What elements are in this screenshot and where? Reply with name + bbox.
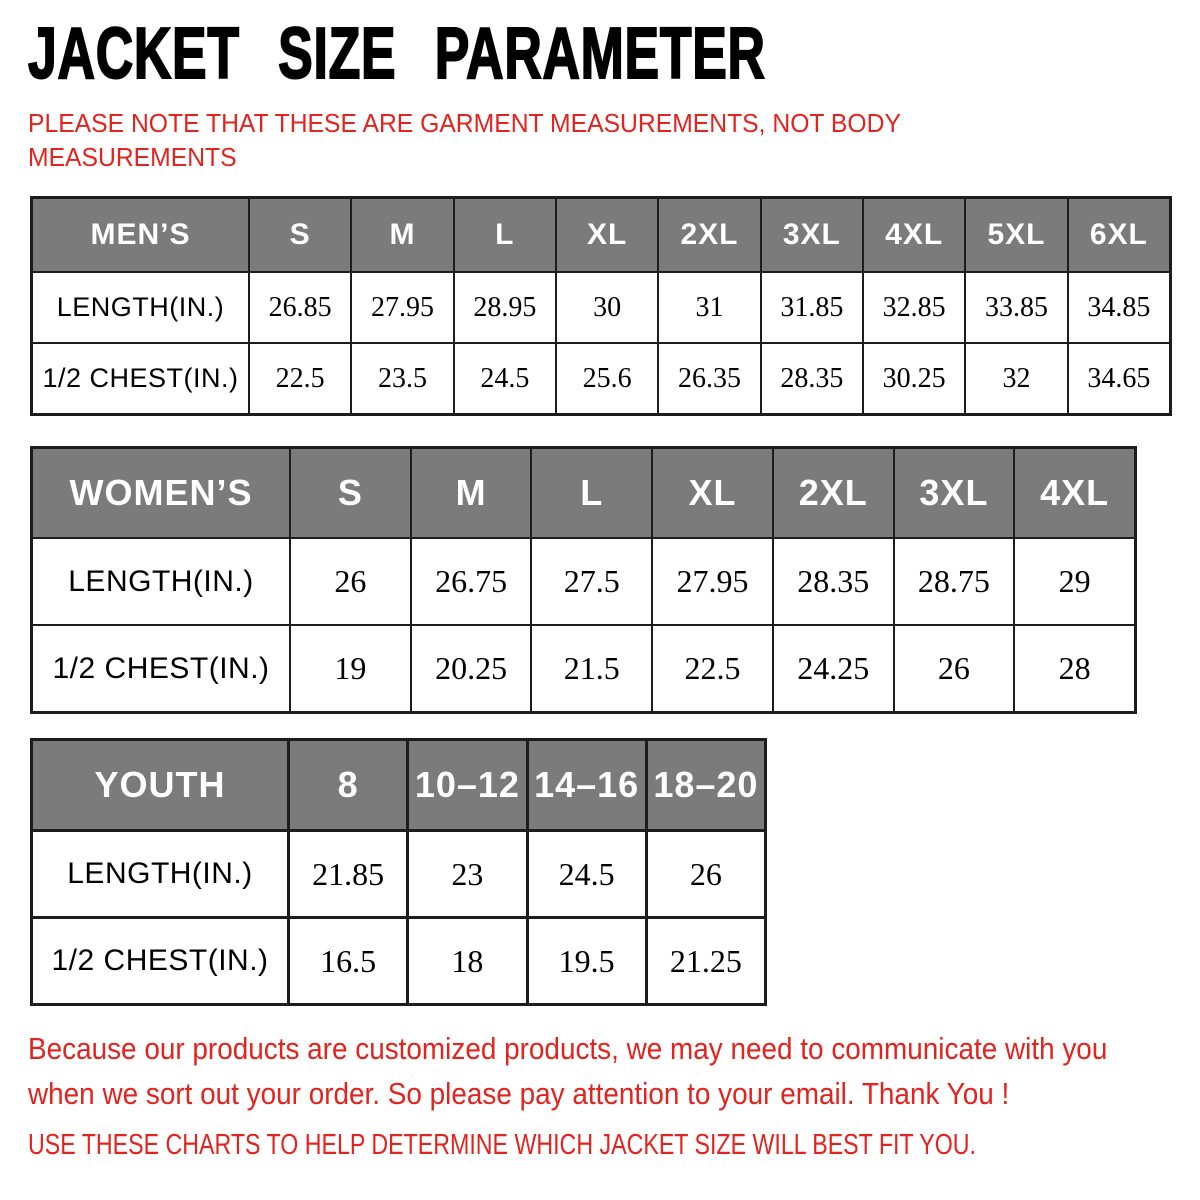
header-cell: 14–16 bbox=[526, 741, 645, 829]
value-cell: 26 bbox=[645, 829, 764, 916]
value-cell: 25.6 bbox=[555, 342, 657, 413]
value-cell: 30 bbox=[555, 271, 657, 342]
value-cell: 28.35 bbox=[772, 537, 893, 624]
header-cell: 2XL bbox=[772, 449, 893, 537]
header-cell: L bbox=[530, 449, 651, 537]
value-cell: 34.85 bbox=[1067, 271, 1169, 342]
value-cell: 22.5 bbox=[248, 342, 350, 413]
header-cell: 18–20 bbox=[645, 741, 764, 829]
customization-notice-line-1: Because our products are customized products, we may need to communicate with you bbox=[28, 1031, 1108, 1066]
header-cell: M bbox=[350, 199, 452, 271]
header-cell: 4XL bbox=[1013, 449, 1134, 537]
value-cell: 33.85 bbox=[964, 271, 1066, 342]
value-cell: 24.5 bbox=[526, 829, 645, 916]
value-cell: 21.25 bbox=[645, 916, 764, 1003]
row-label-cell: 1/2 CHEST(IN.) bbox=[33, 342, 248, 413]
header-cell: XL bbox=[555, 199, 657, 271]
youth-size-table bbox=[30, 738, 767, 1006]
value-cell: 26.85 bbox=[248, 271, 350, 342]
value-cell: 34.65 bbox=[1067, 342, 1169, 413]
value-cell: 22.5 bbox=[651, 624, 772, 711]
value-cell: 26 bbox=[289, 537, 410, 624]
page-title: JACKET SIZE PARAMETER bbox=[28, 14, 766, 94]
row-label-cell: 1/2 CHEST(IN.) bbox=[33, 624, 289, 711]
note-line-2: MEASUREMENTS bbox=[28, 142, 237, 172]
header-cell: M bbox=[410, 449, 531, 537]
womens-size-table bbox=[30, 446, 1137, 714]
header-cell: S bbox=[248, 199, 350, 271]
header-cell: 5XL bbox=[964, 199, 1066, 271]
header-cell: L bbox=[453, 199, 555, 271]
value-cell: 21.85 bbox=[287, 829, 406, 916]
value-cell: 19 bbox=[289, 624, 410, 711]
row-label-cell: LENGTH(IN.) bbox=[33, 829, 287, 916]
value-cell: 27.95 bbox=[350, 271, 452, 342]
row-label-cell: LENGTH(IN.) bbox=[33, 537, 289, 624]
customization-notice-line-2: when we sort out your order. So please pay attention to your email. Thank You ! bbox=[28, 1076, 1010, 1111]
header-cell: 4XL bbox=[862, 199, 964, 271]
header-cell: MEN’S bbox=[33, 199, 248, 271]
value-cell: 28.75 bbox=[893, 537, 1014, 624]
header-cell: XL bbox=[651, 449, 772, 537]
row-label-cell: LENGTH(IN.) bbox=[33, 271, 248, 342]
value-cell: 16.5 bbox=[287, 916, 406, 1003]
value-cell: 27.95 bbox=[651, 537, 772, 624]
customization-notice bbox=[28, 1026, 1107, 1116]
header-cell: 2XL bbox=[657, 199, 759, 271]
value-cell: 24.25 bbox=[772, 624, 893, 711]
value-cell: 26.35 bbox=[657, 342, 759, 413]
value-cell: 23 bbox=[406, 829, 525, 916]
value-cell: 23.5 bbox=[350, 342, 452, 413]
value-cell: 32.85 bbox=[862, 271, 964, 342]
value-cell: 32 bbox=[964, 342, 1066, 413]
value-cell: 28.35 bbox=[760, 342, 862, 413]
header-cell: S bbox=[289, 449, 410, 537]
value-cell: 18 bbox=[406, 916, 525, 1003]
row-label-cell: 1/2 CHEST(IN.) bbox=[33, 916, 287, 1003]
value-cell: 28.95 bbox=[453, 271, 555, 342]
value-cell: 31.85 bbox=[760, 271, 862, 342]
chart-usage-hint: USE THESE CHARTS TO HELP DETERMINE WHICH JACKET SIZE WILL BEST FIT YOU. bbox=[28, 1129, 976, 1161]
value-cell: 26 bbox=[893, 624, 1014, 711]
value-cell: 28 bbox=[1013, 624, 1134, 711]
value-cell: 20.25 bbox=[410, 624, 531, 711]
header-cell: 10–12 bbox=[406, 741, 525, 829]
header-cell: YOUTH bbox=[33, 741, 287, 829]
value-cell: 19.5 bbox=[526, 916, 645, 1003]
value-cell: 31 bbox=[657, 271, 759, 342]
value-cell: 27.5 bbox=[530, 537, 651, 624]
header-cell: 3XL bbox=[893, 449, 1014, 537]
garment-measurement-note bbox=[28, 106, 901, 174]
header-cell: 3XL bbox=[760, 199, 862, 271]
value-cell: 29 bbox=[1013, 537, 1134, 624]
header-cell: 8 bbox=[287, 741, 406, 829]
value-cell: 30.25 bbox=[862, 342, 964, 413]
header-cell: WOMEN’S bbox=[33, 449, 289, 537]
header-cell: 6XL bbox=[1067, 199, 1169, 271]
value-cell: 24.5 bbox=[453, 342, 555, 413]
value-cell: 21.5 bbox=[530, 624, 651, 711]
note-line-1: PLEASE NOTE THAT THESE ARE GARMENT MEASUREMENTS, NOT BODY bbox=[28, 108, 901, 138]
mens-size-table bbox=[30, 196, 1172, 416]
value-cell: 26.75 bbox=[410, 537, 531, 624]
